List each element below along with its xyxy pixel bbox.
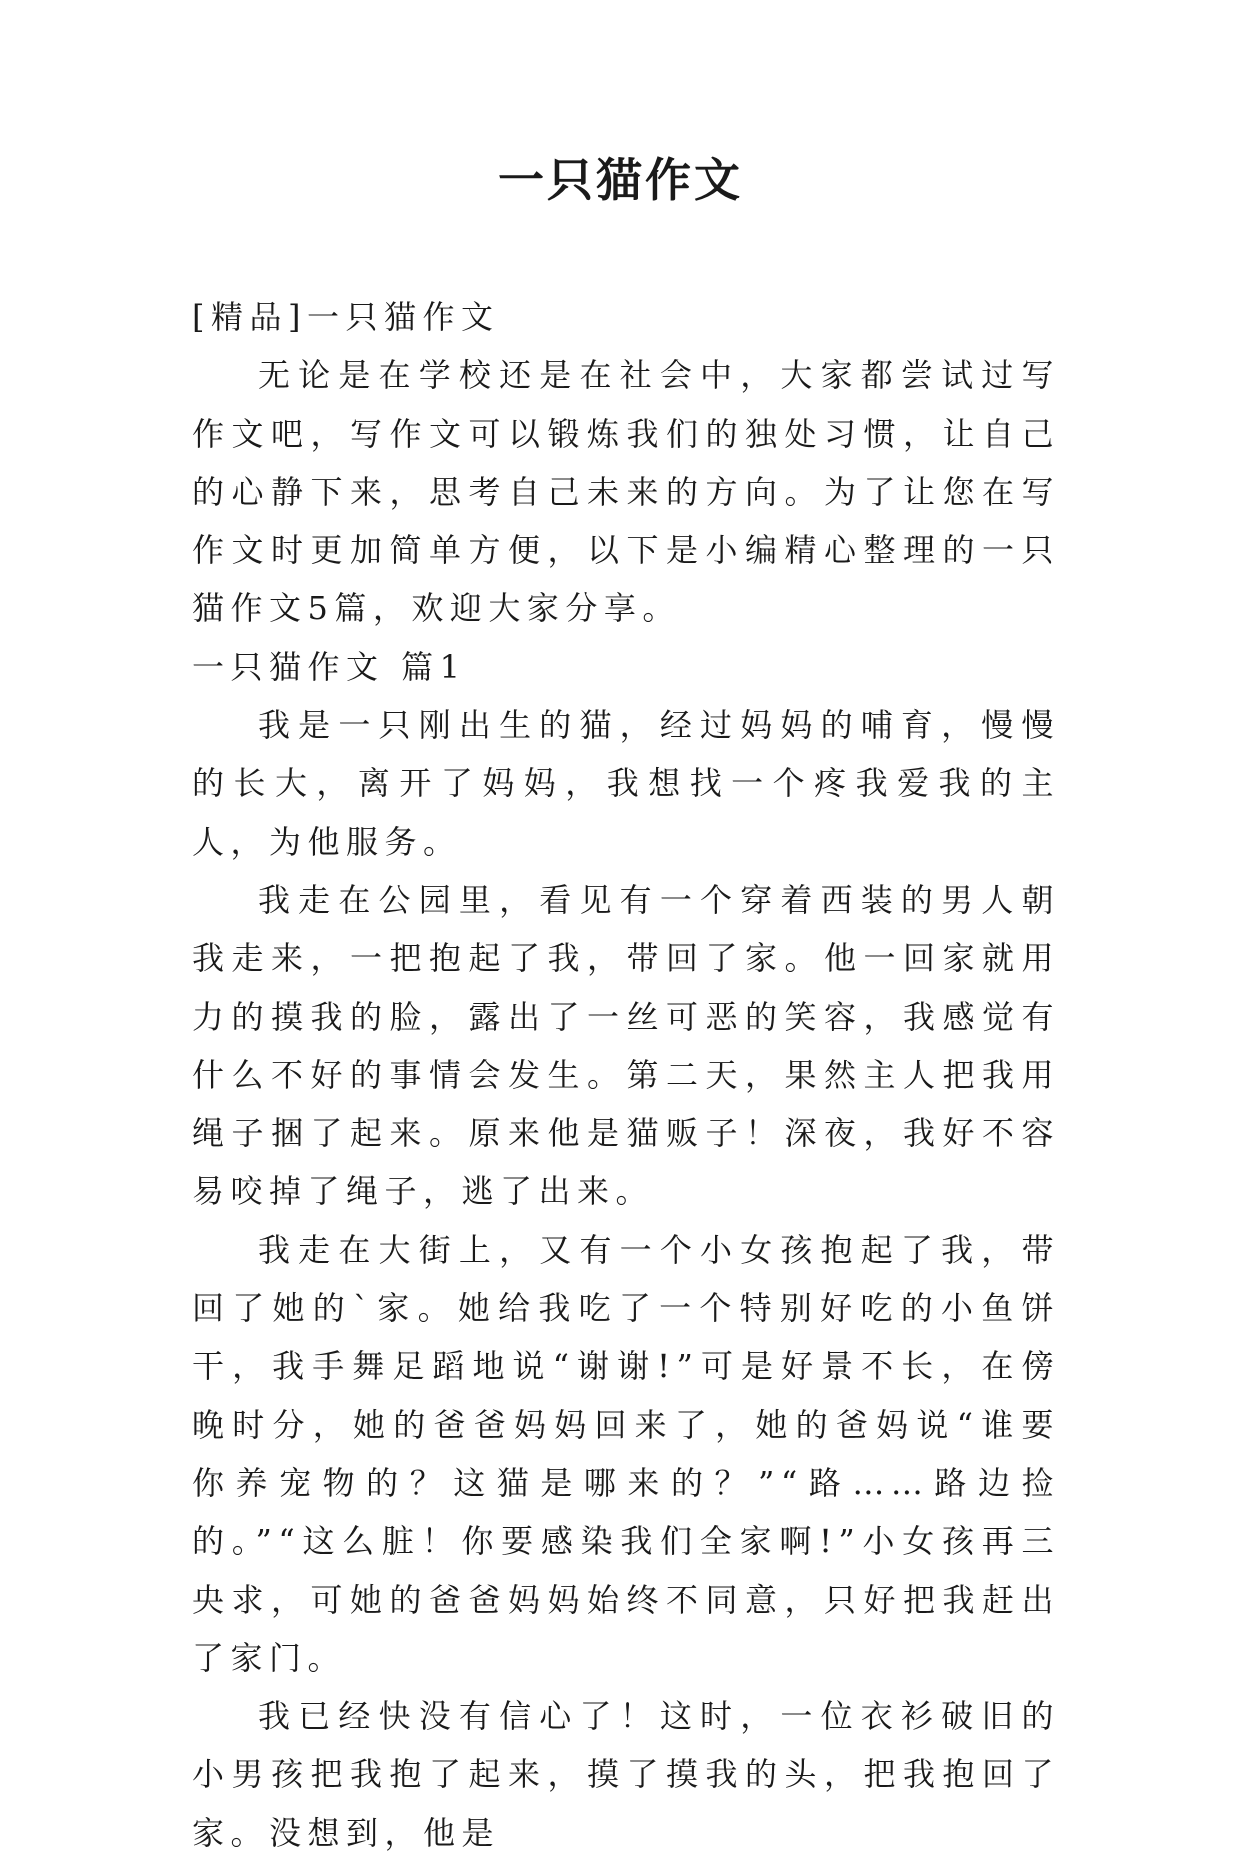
paragraph: 我走在公园里，看见有一个穿着西装的男人朝我走来，一把抱起了我，带回了家。他一回家就用力的摸我的脸，露出了一丝可恶的笑容，我感觉有什么不好的事情会发生。第二天，果然主人把我用绳子捆了起来。原来他是猫贩子！深夜，我好不容易咬掉了绳子，逃了出来。: [192, 880, 1060, 1211]
paragraph-subtitle: [精品]一只猫作文: [192, 298, 500, 336]
paragraph: 我走在大街上，又有一个小女孩抱起了我，带回了她的`家。她给我吃了一个特别好吃的小鱼饼干，我手舞足蹈地说“谢谢!”可是好景不长，在傍晚时分，她的爸爸妈妈回来了，她的爸妈说“谁要你养宠物的？这猫是哪来的？”“路……路边捡的。”“这么脏！你要感染我们全家啊!”小女孩再三央求，可她的爸爸妈妈始终不同意，只好把我赶出了家门。: [192, 1230, 1060, 1677]
document-body: [192, 288, 1060, 1862]
paragraph-intro: 无论是在学校还是在社会中，大家都尝试过写作文吧，写作文可以锻炼我们的独处习惯，让自己的心静下来，思考自己未来的方向。为了让您在写作文时更加简单方便，以下是小编精心整理的一只猫作文5篇，欢迎大家分享。: [192, 356, 1060, 628]
paragraph: 我已经快没有信心了！这时，一位衣衫破旧的小男孩把我抱了起来，摸了摸我的头，把我抱回了家。没想到，他是: [192, 1697, 1060, 1852]
section-heading: 一只猫作文 篇1: [192, 647, 467, 686]
document-title: 一只猫作文: [498, 153, 743, 207]
paragraph: 我是一只刚出生的猫，经过妈妈的哺育，慢慢的长大，离开了妈妈，我想找一个疼我爱我的主人，为他服务。: [192, 706, 1060, 861]
